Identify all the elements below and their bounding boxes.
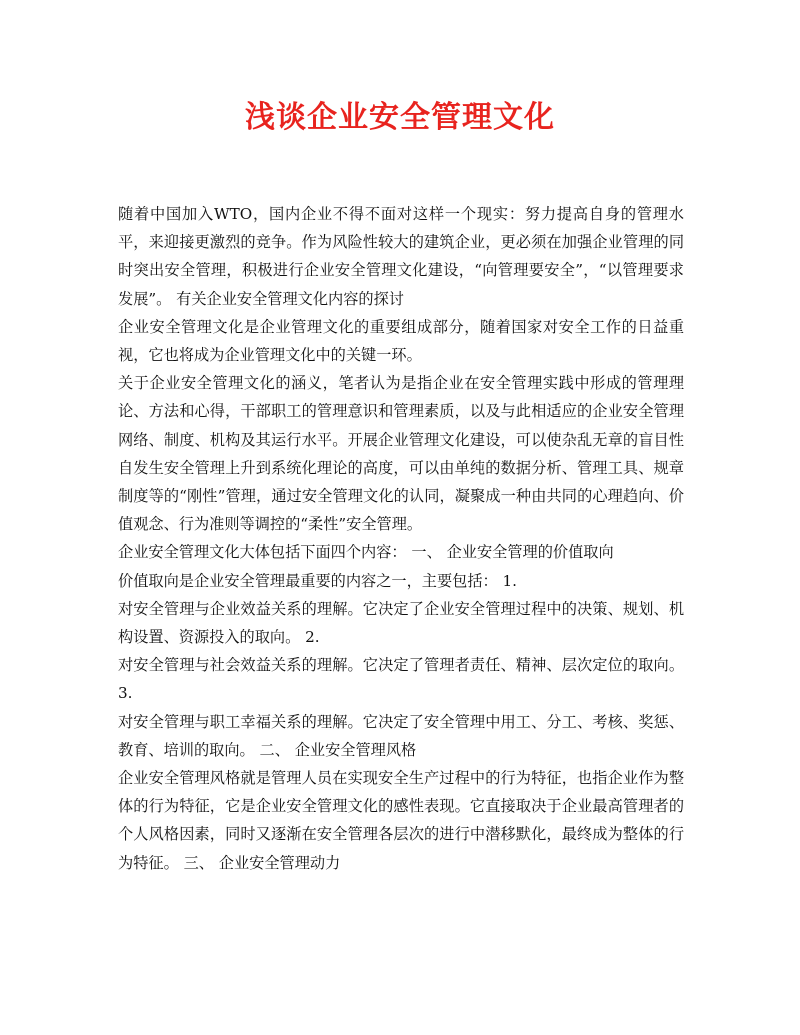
- paragraph: 对安全管理与企业效益关系的理解。它决定了企业安全管理过程中的决策、规划、机构设置、资源投入的取向。 2.: [118, 599, 684, 647]
- paragraph: 企业安全管理文化大体包括下面四个内容： 一、 企业安全管理的价值取向: [118, 543, 614, 562]
- document-title: 浅谈企业安全管理文化: [245, 100, 555, 135]
- paragraph: 关于企业安全管理文化的涵义，笔者认为是指企业在安全管理实践中形成的管理理论、方法和心得，干部职工的管理意识和管理素质，以及与此相适应的企业安全管理网络、制度、机构及其运行水平。开展企业管理文化建设，可以使杂乱无章的盲目性自发生安全管理上升到系统化理论的高度，可以由单纯的数据分析、管理工具、规章制度等的“刚性”管理，通过安全管理文化的认同，凝聚成一种由共同的心理趋向、价值观念、行为准则等调控的“柔性”安全管理。: [118, 374, 684, 534]
- paragraph: 价值取向是企业安全管理最重要的内容之一，主要包括： 1.: [118, 571, 518, 590]
- paragraph: 随着中国加入WTO，国内企业不得不面对这样一个现实：努力提高自身的管理水平，来迎接更激烈的竞争。作为风险性较大的建筑企业，更必须在加强企业管理的同时突出安全管理，积极进行企业安全管理文化建设，“向管理要安全”，“以管理要求发展”。 有关企业安全管理文化内容的探讨: [118, 205, 684, 308]
- paragraph: 企业安全管理文化是企业管理文化的重要组成部分，随着国家对安全工作的日益重视，它也将成为企业管理文化中的关键一环。: [118, 317, 684, 365]
- paragraph: 对安全管理与职工幸福关系的理解。它决定了安全管理中用工、分工、考核、奖惩、教育、培训的取向。 二、 企业安全管理风格: [118, 712, 684, 759]
- document-body: [118, 200, 684, 877]
- paragraph: 企业安全管理风格就是管理人员在实现安全生产过程中的行为特征，也指企业作为整体的行为特征，它是企业安全管理文化的感性表现。它直接取决于企业最高管理者的个人风格因素，同时又逐渐在安全管理各层次的进行中潜移默化，最终成为整体的行为特征。 三、 企业安全管理动力: [118, 769, 684, 872]
- paragraph: 对安全管理与社会效益关系的理解。它决定了管理者责任、精神、层次定位的取向。 3.: [118, 656, 684, 703]
